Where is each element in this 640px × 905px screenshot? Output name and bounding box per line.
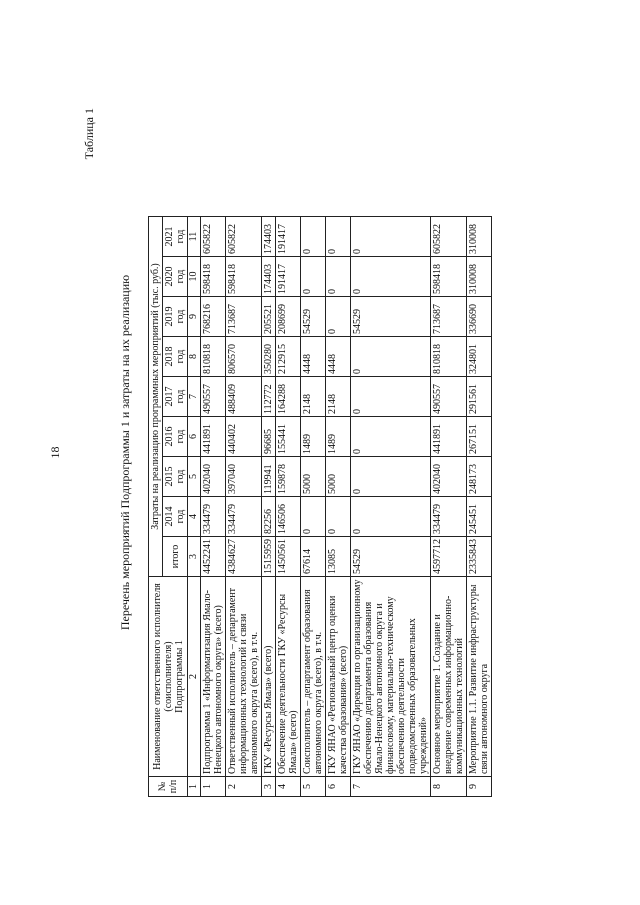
row-value-y2021: 0 <box>351 217 431 257</box>
row-value-y2015: 5000 <box>326 457 351 497</box>
header-year: 2021 год <box>163 217 188 257</box>
column-number: 7 <box>188 377 201 417</box>
column-number: 1 <box>188 777 201 797</box>
row-value-y2021: 605822 <box>431 217 467 257</box>
row-value-y2020: 598418 <box>226 257 262 297</box>
row-value-total: 67614 <box>301 537 326 577</box>
table-row <box>351 217 431 797</box>
row-number: 3 <box>262 777 276 797</box>
row-name: Обеспечение деятельности ГКУ «Ресурсы Ямала» (всего) <box>276 577 301 777</box>
row-value-y2015: 0 <box>351 457 431 497</box>
row-value-y2014: 334479 <box>201 497 226 537</box>
row-value-y2020: 310008 <box>467 257 492 297</box>
column-number: 10 <box>188 257 201 297</box>
header-name <box>149 577 188 777</box>
row-name: Подпрограмма 1 «Информатизация Ямало-Ненецкого автономного округа» (всего) <box>201 577 226 777</box>
header-year: 2018 год <box>163 337 188 377</box>
row-value-total: 4597712 <box>431 537 467 577</box>
row-value-y2021: 605822 <box>226 217 262 257</box>
row-value-y2018: 4448 <box>301 337 326 377</box>
row-value-y2019: 713687 <box>431 297 467 337</box>
row-number: 7 <box>351 777 431 797</box>
header-year: 2015 год <box>163 457 188 497</box>
table-row <box>467 217 492 797</box>
header-year: 2020 год <box>163 257 188 297</box>
row-value-y2020: 174403 <box>262 257 276 297</box>
row-value-y2016: 96685 <box>262 417 276 457</box>
header-total: итого <box>163 537 188 577</box>
row-value-y2017: 490557 <box>201 377 226 417</box>
row-value-y2020: 0 <box>326 257 351 297</box>
row-value-y2018: 4448 <box>326 337 351 377</box>
row-value-total: 4384627 <box>226 537 262 577</box>
row-value-y2015: 248173 <box>467 457 492 497</box>
row-value-y2019: 336690 <box>467 297 492 337</box>
column-number: 6 <box>188 417 201 457</box>
row-value-y2015: 402040 <box>431 457 467 497</box>
row-value-y2016: 267151 <box>467 417 492 457</box>
column-number: 3 <box>188 537 201 577</box>
header-costs: Затраты на реализацию программных мероприятий (тыс. руб.) <box>149 217 163 577</box>
row-value-y2014: 0 <box>326 497 351 537</box>
row-value-y2016: 1489 <box>301 417 326 457</box>
row-value-y2021: 191417 <box>276 217 301 257</box>
row-value-y2018: 806570 <box>226 337 262 377</box>
row-value-y2021: 0 <box>301 217 326 257</box>
row-number: 2 <box>226 777 262 797</box>
row-value-y2015: 402040 <box>201 457 226 497</box>
header-year: 2019 год <box>163 297 188 337</box>
row-value-y2014: 82256 <box>262 497 276 537</box>
row-value-y2019: 768216 <box>201 297 226 337</box>
row-value-y2019: 205521 <box>262 297 276 337</box>
header-year: 2014 год <box>163 497 188 537</box>
table-label: Таблица 1 <box>82 108 96 160</box>
row-value-y2016: 440402 <box>226 417 262 457</box>
column-number: 11 <box>188 217 201 257</box>
row-value-y2019: 54529 <box>301 297 326 337</box>
row-value-y2017: 291561 <box>467 377 492 417</box>
activities-table <box>148 216 492 797</box>
row-value-y2021: 174403 <box>262 217 276 257</box>
row-value-y2018: 0 <box>351 337 431 377</box>
row-value-total: 54529 <box>351 537 431 577</box>
row-name: ГКУ «Ресурсы Ямала» (всего) <box>262 577 276 777</box>
column-number: 9 <box>188 297 201 337</box>
row-value-y2014: 0 <box>351 497 431 537</box>
row-value-y2018: 810818 <box>431 337 467 377</box>
row-value-y2016: 155441 <box>276 417 301 457</box>
row-value-y2018: 810818 <box>201 337 226 377</box>
row-value-y2017: 488409 <box>226 377 262 417</box>
row-value-y2015: 5000 <box>301 457 326 497</box>
table-row <box>431 217 467 797</box>
row-name: Основное мероприятие 1. Создание и внедрение современных информационно-коммуникационных технологий <box>431 577 467 777</box>
row-value-y2017: 164288 <box>276 377 301 417</box>
row-name: Мероприятие 1.1. Развитие инфраструктуры связи автономного округа <box>467 577 492 777</box>
table-row <box>326 217 351 797</box>
table-row <box>201 217 226 797</box>
page-number: 18 <box>48 446 62 459</box>
row-value-y2019: 208699 <box>276 297 301 337</box>
row-value-y2014: 0 <box>301 497 326 537</box>
table-row <box>226 217 262 797</box>
row-value-y2015: 397040 <box>226 457 262 497</box>
row-value-y2021: 0 <box>326 217 351 257</box>
row-value-y2017: 0 <box>351 377 431 417</box>
row-value-y2017: 112772 <box>262 377 276 417</box>
row-value-y2014: 334479 <box>431 497 467 537</box>
row-value-y2017: 2148 <box>301 377 326 417</box>
row-name: Ответственный исполнитель – департамент информационных технологий и связи автономного округа (всего), в т.ч. <box>226 577 262 777</box>
row-value-y2017: 2148 <box>326 377 351 417</box>
header-year: 2016 год <box>163 417 188 457</box>
row-name: Соисполнитель – департамент образования автономного округа (всего), в т.ч. <box>301 577 326 777</box>
row-value-y2016: 441891 <box>201 417 226 457</box>
column-number: 8 <box>188 337 201 377</box>
row-value-total: 2335843 <box>467 537 492 577</box>
row-number: 1 <box>201 777 226 797</box>
row-value-y2020: 0 <box>301 257 326 297</box>
row-number: 5 <box>301 777 326 797</box>
row-value-y2020: 191417 <box>276 257 301 297</box>
row-value-total: 1450561 <box>276 537 301 577</box>
row-name: ГКУ ЯНАО «Дирекция по организационному обеспечению департамента образования Ямало-Ненецкого автономного округа и финансовому, материально-техническому обеспечению деятельности подведомственных образовательных учреждений» <box>351 577 431 777</box>
row-value-y2016: 1489 <box>326 417 351 457</box>
row-value-y2015: 119941 <box>262 457 276 497</box>
row-value-y2015: 159878 <box>276 457 301 497</box>
row-name: ГКУ ЯНАО «Региональный центр оценки качества образования» (всего) <box>326 577 351 777</box>
row-value-y2018: 350280 <box>262 337 276 377</box>
row-value-total: 13085 <box>326 537 351 577</box>
row-value-y2020: 598418 <box>201 257 226 297</box>
table-row <box>262 217 276 797</box>
column-number: 4 <box>188 497 201 537</box>
row-value-y2019: 54529 <box>351 297 431 337</box>
table-caption: Перечень мероприятий Подпрограммы 1 и затраты на их реализацию <box>118 274 132 631</box>
row-value-y2021: 310008 <box>467 217 492 257</box>
table-row <box>276 217 301 797</box>
table-row <box>301 217 326 797</box>
row-value-y2014: 245451 <box>467 497 492 537</box>
column-number: 5 <box>188 457 201 497</box>
row-value-y2014: 146506 <box>276 497 301 537</box>
header-name-line2: Подпрограммы 1 <box>173 640 185 713</box>
row-number: 9 <box>467 777 492 797</box>
row-number: 8 <box>431 777 467 797</box>
row-value-y2016: 0 <box>351 417 431 457</box>
row-number: 4 <box>276 777 301 797</box>
row-value-y2020: 598418 <box>431 257 467 297</box>
row-value-y2021: 605822 <box>201 217 226 257</box>
header-name-line1: Наименование ответственного исполнителя (соисполнителя) <box>151 583 174 770</box>
row-value-y2019: 0 <box>326 297 351 337</box>
column-number: 2 <box>188 577 201 777</box>
row-value-y2018: 324801 <box>467 337 492 377</box>
row-value-y2018: 212915 <box>276 337 301 377</box>
header-year: 2017 год <box>163 377 188 417</box>
row-value-total: 1515959 <box>262 537 276 577</box>
row-value-y2019: 713687 <box>226 297 262 337</box>
header-num: № п/п <box>149 777 188 797</box>
row-value-y2020: 0 <box>351 257 431 297</box>
row-value-total: 4452241 <box>201 537 226 577</box>
row-value-y2016: 441891 <box>431 417 467 457</box>
row-value-y2017: 490557 <box>431 377 467 417</box>
row-number: 6 <box>326 777 351 797</box>
row-value-y2014: 334479 <box>226 497 262 537</box>
